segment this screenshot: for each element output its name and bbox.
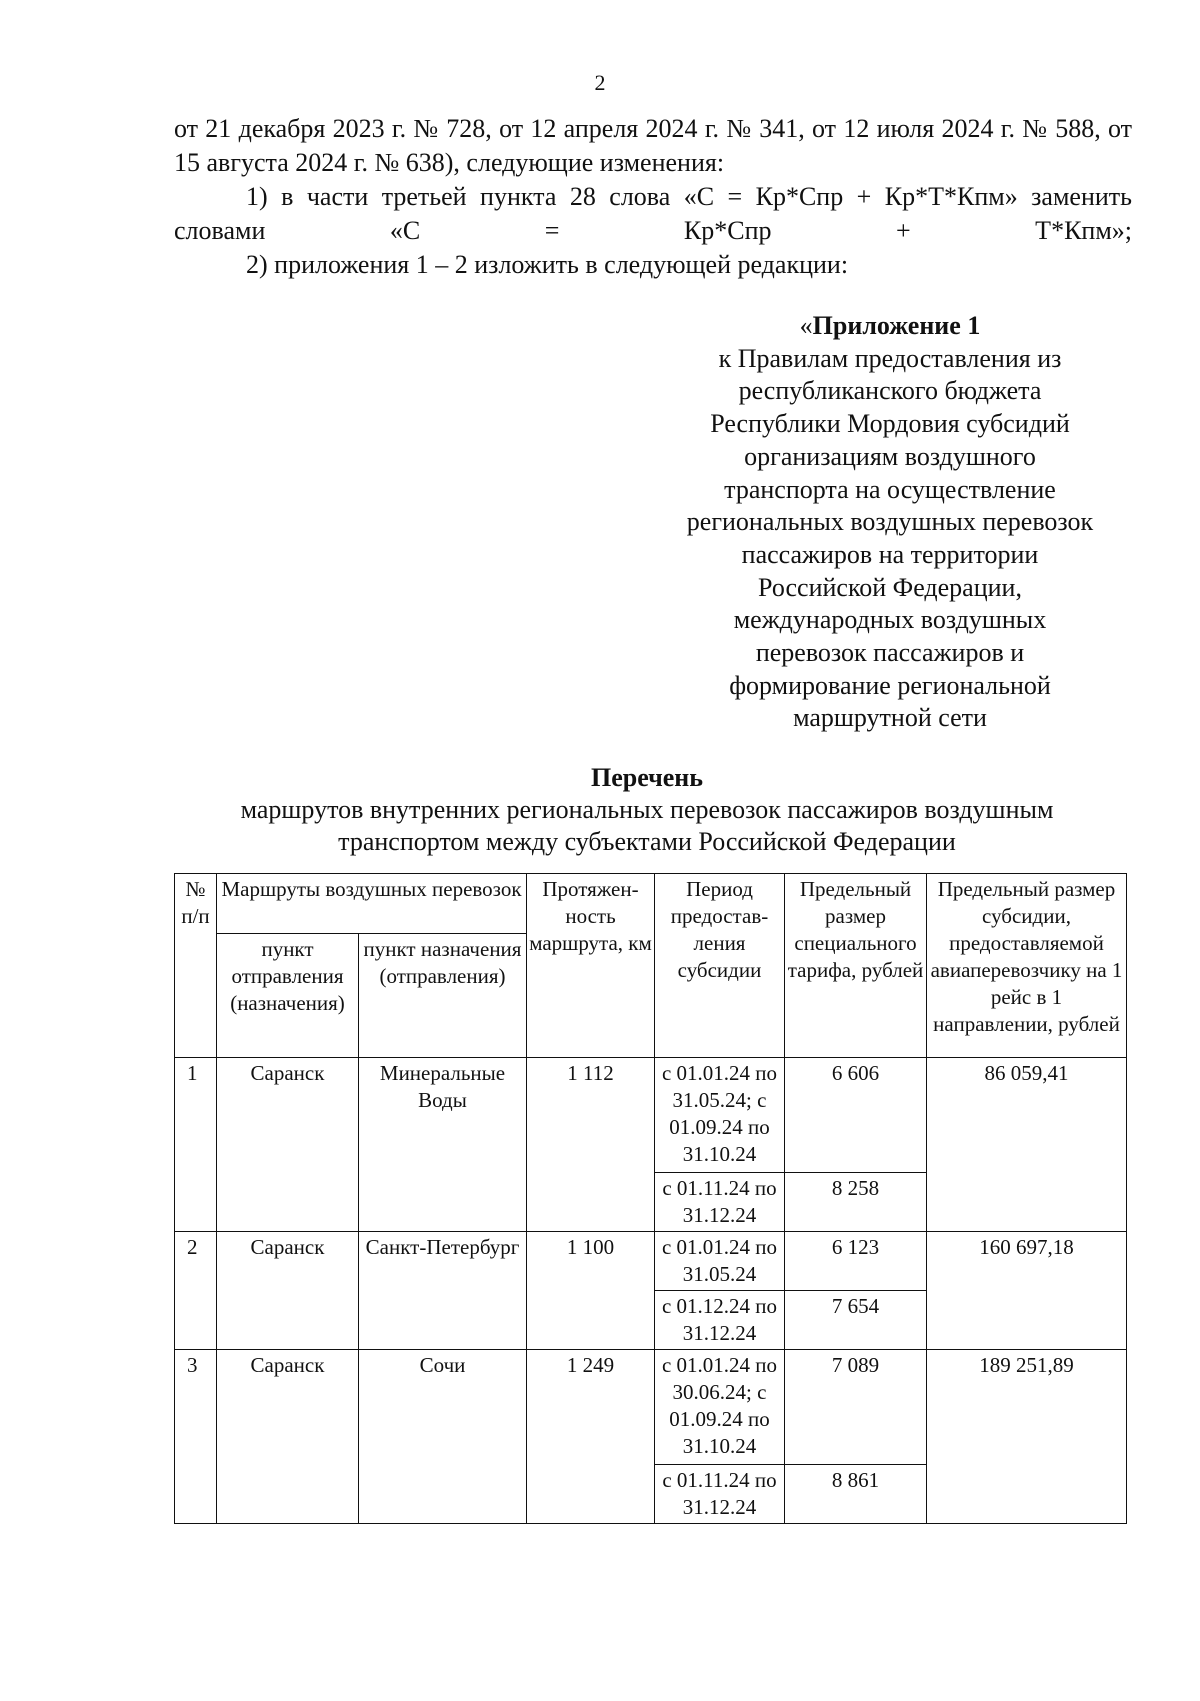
cell-to: Санкт-Петербург bbox=[359, 1232, 527, 1350]
table-row bbox=[175, 1350, 1127, 1465]
cell-tariff: 8 258 bbox=[785, 1173, 927, 1232]
header-num: № п/п bbox=[175, 874, 217, 1058]
table-row bbox=[175, 1232, 1127, 1291]
cell-from: Саранск bbox=[217, 1058, 359, 1232]
cell-subsidy: 86 059,41 bbox=[927, 1058, 1127, 1232]
appendix-header bbox=[660, 310, 1120, 735]
open-quote: « bbox=[799, 311, 813, 340]
appendix-line: к Правилам предоставления из bbox=[718, 343, 1062, 373]
cell-period: с 01.01.24 по 30.06.24; с 01.09.24 по 31.10.24 bbox=[655, 1350, 785, 1465]
header-period: Период предостав-ления субсидии bbox=[655, 874, 785, 1058]
cell-period: с 01.12.24 по 31.12.24 bbox=[655, 1291, 785, 1350]
appendix-line: формирование региональной bbox=[729, 670, 1051, 700]
routes-table bbox=[174, 873, 1127, 1524]
title-subtitle-line: транспортом между субъектами Российской Федерации bbox=[338, 827, 956, 856]
cell-tariff: 8 861 bbox=[785, 1465, 927, 1524]
appendix-line: республиканского бюджета bbox=[738, 376, 1042, 406]
header-destination: пункт назначения (отправления) bbox=[359, 934, 527, 1058]
appendix-line: Республики Мордовия субсидий bbox=[710, 409, 1070, 439]
paragraph-amendments-list: от 21 декабря 2023 г. № 728, от 12 апреля 2024 г. № 341, от 12 июля 2024 г. № 588, от 15 августа 2024 г. № 638), следующие изменения: bbox=[174, 114, 1132, 177]
paragraph-change-2: 2) приложения 1 – 2 изложить в следующей редакции: bbox=[246, 250, 849, 279]
appendix-line: организациям воздушного bbox=[744, 441, 1036, 471]
appendix-title bbox=[660, 310, 1120, 343]
appendix-line: пассажиров на территории bbox=[741, 539, 1039, 569]
cell-from: Саранск bbox=[217, 1232, 359, 1350]
cell-to: Сочи bbox=[359, 1350, 527, 1524]
appendix-line: региональных воздушных перевозок bbox=[686, 507, 1094, 537]
cell-period: с 01.01.24 по 31.05.24 bbox=[655, 1232, 785, 1291]
appendix-line: международных воздушных bbox=[733, 605, 1047, 635]
cell-from: Саранск bbox=[217, 1350, 359, 1524]
table-header-row bbox=[175, 874, 1127, 934]
header-tariff: Предельный размер специального тарифа, рублей bbox=[785, 874, 927, 1058]
cell-period: с 01.11.24 по 31.12.24 bbox=[655, 1173, 785, 1232]
cell-to: Минеральные Воды bbox=[359, 1058, 527, 1232]
cell-length: 1 249 bbox=[527, 1350, 655, 1524]
header-subsidy: Предельный размер субсидии, предоставляемой авиаперевозчику на 1 рейс в 1 направлении, рублей bbox=[927, 874, 1127, 1058]
appendix-line: перевозок пассажиров и bbox=[755, 638, 1025, 668]
appendix-line: Российской Федерации, bbox=[758, 572, 1022, 602]
cell-period: с 01.11.24 по 31.12.24 bbox=[655, 1465, 785, 1524]
header-length: Протяжен-ность маршрута, км bbox=[527, 874, 655, 1058]
header-routes: Маршруты воздушных перевозок bbox=[217, 874, 527, 934]
title-subtitle-line: маршрутов внутренних региональных перевозок пассажиров воздушным bbox=[240, 795, 1054, 824]
cell-tariff: 7 089 bbox=[785, 1350, 927, 1465]
cell-tariff: 6 123 bbox=[785, 1232, 927, 1291]
appendix-line: транспорта на осуществление bbox=[724, 474, 1056, 504]
cell-tariff: 7 654 bbox=[785, 1291, 927, 1350]
cell-period: с 01.01.24 по 31.05.24; с 01.09.24 по 31.10.24 bbox=[655, 1058, 785, 1173]
appendix-line: маршрутной сети bbox=[793, 703, 987, 733]
cell-tariff: 6 606 bbox=[785, 1058, 927, 1173]
title-main: Перечень bbox=[590, 763, 704, 792]
cell-num: 3 bbox=[175, 1350, 217, 1524]
cell-length: 1 112 bbox=[527, 1058, 655, 1232]
cell-subsidy: 189 251,89 bbox=[927, 1350, 1127, 1524]
body-text bbox=[174, 112, 1132, 282]
cell-length: 1 100 bbox=[527, 1232, 655, 1350]
cell-num: 1 bbox=[175, 1058, 217, 1232]
table-row bbox=[175, 1058, 1127, 1173]
cell-num: 2 bbox=[175, 1232, 217, 1350]
list-title bbox=[0, 762, 1200, 858]
header-departure: пункт отправления (назначения) bbox=[217, 934, 359, 1058]
paragraph-change-1: 1) в части третьей пункта 28 слова «С = Кр*Спр + Кр*Т*Кпм» заменить словами «С = Кр*Спр + Т*Кпм»; bbox=[174, 182, 1132, 245]
appendix-heading: Приложение 1 bbox=[812, 311, 981, 340]
cell-subsidy: 160 697,18 bbox=[927, 1232, 1127, 1350]
page-number: 2 bbox=[594, 70, 606, 95]
